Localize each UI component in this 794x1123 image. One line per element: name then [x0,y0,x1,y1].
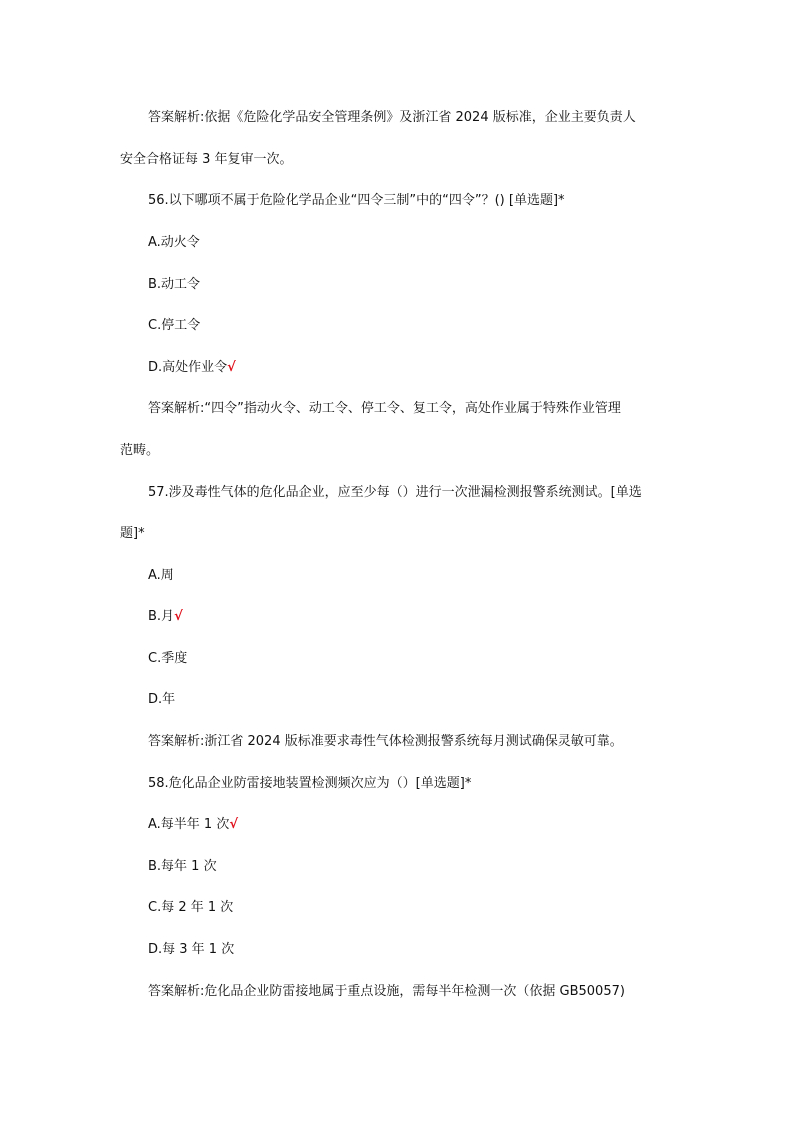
question-58: 58.危化品企业防雷接地装置检测频次应为（）[单选题]* [148,776,472,791]
q57-option-b: B.月√ [148,609,183,624]
q57-option-a: A.周 [148,568,174,583]
correct-check-icon: √ [174,609,183,624]
answer-explanation-55-continued: 安全合格证每 3 年复审一次。 [120,152,293,167]
q58-option-d: D.每 3 年 1 次 [148,942,235,957]
q56-option-b: B.动工令 [148,277,201,292]
q58-option-c: C.每 2 年 1 次 [148,900,234,915]
answer-explanation-56-continued: 范畴。 [120,443,160,458]
question-57-continued: 题]* [120,526,145,541]
question-57: 57.涉及毒性气体的危化品企业，应至少每（）进行一次泄漏检测报警系统测试。[单选 [148,485,642,500]
q56-option-d: D.高处作业令√ [148,360,236,375]
correct-check-icon: √ [227,360,236,375]
answer-explanation-56: 答案解析:“四令”指动火令、动工令、停工令、复工令，高处作业属于特殊作业管理 [148,401,621,416]
answer-explanation-55: 答案解析:依据《危险化学品安全管理条例》及浙江省 2024 版标准，企业主要负责人 [148,110,636,125]
answer-explanation-57: 答案解析:浙江省 2024 版标准要求毒性气体检测报警系统每月测试确保灵敏可靠。 [148,734,623,749]
correct-check-icon: √ [229,817,239,832]
q58-option-a: A.每半年 1 次√ [148,817,239,832]
q58-option-b: B.每年 1 次 [148,859,217,874]
q57-option-d: D.年 [148,692,176,707]
q57-option-c: C.季度 [148,651,188,666]
question-56: 56.以下哪项不属于危险化学品企业“四令三制”中的“四令”？() [单选题]* [148,193,565,208]
q56-option-a: A.动火令 [148,235,200,250]
q56-option-c: C.停工令 [148,318,201,333]
answer-explanation-58: 答案解析:危化品企业防雷接地属于重点设施，需每半年检测一次（依据 GB50057) [148,984,625,999]
